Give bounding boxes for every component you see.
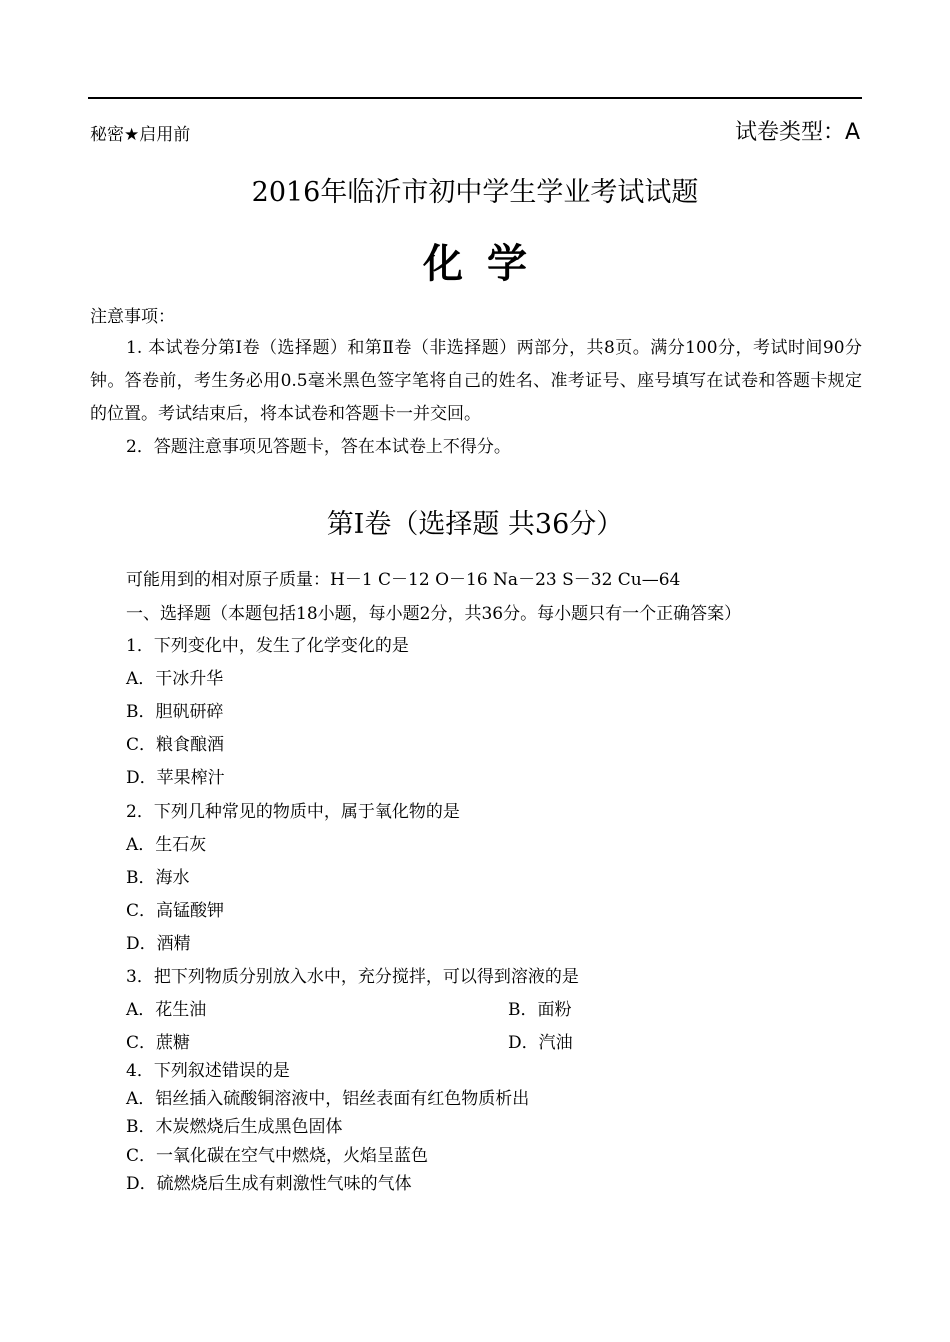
header-rule bbox=[88, 97, 862, 99]
question-1-option-c: C．粮食酿酒 bbox=[126, 735, 225, 755]
question-3-stem: 3．把下列物质分别放入水中，充分搅拌，可以得到溶液的是 bbox=[126, 967, 579, 987]
question-3-option-b: B．面粉 bbox=[508, 1000, 572, 1020]
question-2-option-c: C．高锰酸钾 bbox=[126, 901, 225, 921]
question-3-option-c: C．蔗糖 bbox=[126, 1033, 191, 1053]
question-4-option-a: A．铝丝插入硫酸铜溶液中，铝丝表面有红色物质析出 bbox=[126, 1089, 530, 1109]
section-title: 第Ⅰ卷（选择题 共36分） bbox=[326, 509, 624, 540]
question-1-option-a: A．干冰升华 bbox=[126, 669, 224, 689]
question-4-option-c: C．一氧化碳在空气中燃烧，火焰呈蓝色 bbox=[126, 1146, 429, 1166]
question-1-stem: 1．下列变化中，发生了化学变化的是 bbox=[126, 636, 409, 656]
subject-title: 化学 bbox=[423, 240, 551, 287]
exam-title: 2016年临沂市初中学生学业考试试题 bbox=[251, 177, 699, 208]
question-3-option-a: A．花生油 bbox=[126, 1000, 207, 1020]
notice-item-1: 1. 本试卷分第Ⅰ卷（选择题）和第Ⅱ卷（非选择题）两部分，共8页。满分100分，考试时间90分钟。答卷前，考生务必用0.5毫米黑色签字笔将自己的姓名、准考证号、座号填写在试卷和答题卡规定的位置。考试结束后，将本试卷和答题卡一并交回。 bbox=[90, 338, 862, 424]
question-4-option-d: D．硫燃烧后生成有刺激性气味的气体 bbox=[126, 1174, 412, 1194]
question-1-option-b: B．胆矾研碎 bbox=[126, 702, 224, 722]
part-heading: 一、选择题（本题包括18小题，每小题2分，共36分。每小题只有一个正确答案） bbox=[126, 604, 742, 624]
question-2-option-d: D．酒精 bbox=[126, 934, 191, 954]
atomic-masses: 可能用到的相对原子质量：H－1 C－12 O－16 Na－23 S－32 Cu—64 bbox=[126, 570, 681, 590]
question-2-stem: 2．下列几种常见的物质中，属于氧化物的是 bbox=[126, 802, 460, 822]
question-1-option-d: D．苹果榨汁 bbox=[126, 768, 225, 788]
question-3-option-d: D．汽油 bbox=[508, 1033, 573, 1053]
question-2-option-b: B．海水 bbox=[126, 868, 190, 888]
question-4-option-b: B．木炭燃烧后生成黑色固体 bbox=[126, 1117, 343, 1137]
question-2-option-a: A．生石灰 bbox=[126, 835, 207, 855]
secret-label: 秘密★启用前 bbox=[90, 125, 191, 145]
notice-heading: 注意事项： bbox=[90, 307, 175, 327]
notice-item-2: 2．答题注意事项见答题卡，答在本试卷上不得分。 bbox=[126, 437, 511, 457]
question-4-stem: 4．下列叙述错误的是 bbox=[126, 1061, 290, 1081]
paper-type-label: 试卷类型：A bbox=[734, 120, 860, 145]
